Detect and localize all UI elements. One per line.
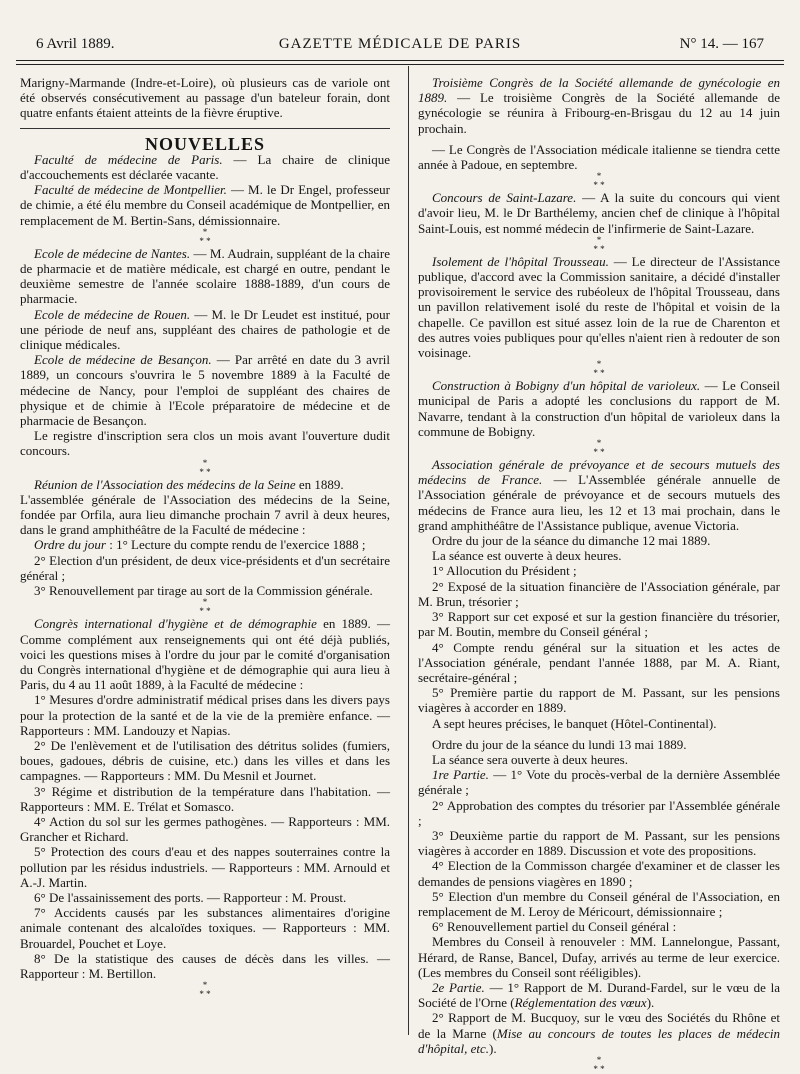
separator-stars: * * *: [199, 457, 211, 477]
agenda-item: La séance sera ouverte à deux heures.: [432, 751, 628, 767]
issue-date: 6 Avril 1889.: [36, 36, 115, 52]
right-column: [418, 75, 781, 1074]
list-item: 7° Accidents causés par les substances alimentaires d'origine animale contenant des alcaloïdes toxiques. — Rapporteurs : MM. Brouardel, Pouchet et Loye.: [20, 905, 390, 951]
agenda-item: 2° Rapport de M. Bucquoy, sur le vœu des Sociétés du Rhône et de la Marne (Mise au concours de toutes les places de médecin d'hôpital, etc.).: [418, 1010, 780, 1056]
intro-paragraph: Marigny-Marmande (Indre-et-Loire), où plusieurs cas de variole ont été observés consécutivement au passage d'un bateleur forain, dont quatre enfants étaient atteints de la fièvre éruptive.: [20, 75, 390, 121]
news-title: Réunion de l'Association des médecins de la Seine: [34, 476, 296, 492]
news-item: Congrès international d'hygiène et de démographie en 1889. — Comme complément aux renseignements qui ont été déjà publiés, voici les questions mises à l'ordre du jour par le comité d'organisation du Congrès international d'hygiène et de démographie qui aura lieu à Paris, du 4 au 11 août 1889, à la Faculté de médecine :: [20, 616, 391, 693]
agenda-item: 4° Election de la Commisson chargée d'examiner et de classer les demandes de pensions viagères en 1890 ;: [418, 858, 780, 889]
list-item: 3° Régime et distribution de la température dans l'habitation. — Rapporteurs : MM. E. Trélat et Somasco.: [20, 783, 390, 814]
news-title: Ecole de médecine de Rouen.: [34, 306, 191, 322]
news-paragraph: Le registre d'inscription sera clos un mois avant l'ouverture dudit concours.: [20, 428, 390, 459]
news-title: Faculté de médecine de Paris.: [34, 151, 223, 167]
page-header: [36, 36, 764, 56]
agenda-item: 2° Exposé de la situation financière de l'Association générale, par M. Brun, trésorier ;: [418, 578, 780, 609]
news-title: Isolement de l'hôpital Trousseau.: [432, 253, 609, 269]
separator-stars: * * *: [199, 226, 211, 246]
list-item: 5° Protection des cours d'eau et des nappes souterraines contre la pollution par les résidus industriels. — Rapporteurs : MM. Arnould et A.-J. Martin.: [20, 844, 390, 890]
news-item: Faculté de médecine de Montpellier. — M. le Dr Engel, professeur de chimie, a été élu membre du Conseil académique de Montpellier, en remplacement de M. Bertin-Sans, démissionnaire.: [20, 182, 390, 228]
separator-stars: * * *: [593, 171, 605, 191]
header-rule: [16, 64, 784, 65]
news-title: Ecole de médecine de Nantes.: [34, 245, 191, 261]
left-column: [20, 75, 390, 1050]
header-rule: [16, 60, 784, 61]
agenda-item: 1° Allocution du Président ;: [432, 563, 577, 579]
list-item: 6° De l'assainissement des ports. — Rapporteur : M. Proust.: [34, 889, 347, 905]
news-item: Ecole de médecine de Besançon. — Par arrêté en date du 3 avril 1889, un concours s'ouvrira le 5 novembre 1889 à la Faculté de médecine de Nancy, pour l'emploi de suppléant des chaires de physique et de chimie à l'Ecole préparatoire de médecine et de pharmacie de Besançon.: [20, 352, 390, 429]
news-title: Ecole de médecine de Besançon.: [34, 352, 212, 368]
news-item: Troisième Congrès de la Société allemande de gynécologie en 1889. — Le troisième Congrès de la Société allemande de gynécologie se réunira à Fribourg-en-Brisgau du 12 au 14 juin prochain.: [418, 75, 780, 136]
list-item: 2° De l'enlèvement et de l'utilisation des détritus solides (fumiers, boues, gadoues, débris de cuisine, etc.) dans les villes et dans les campagnes. — Rapporteurs : MM. Du Mesnil et Journet.: [20, 737, 390, 784]
column-divider: [408, 66, 409, 1035]
list-item: 4° Action du sol sur les germes pathogènes. — Rapporteurs : MM. Grancher et Richard.: [20, 813, 390, 845]
news-item: Faculté de médecine de Paris. — La chaire de clinique d'accouchements est déclarée vacante.: [20, 151, 391, 183]
agenda-item: 5° Election d'un membre du Conseil général de l'Association, en remplacement de M. Leroy de Méricourt, démissionnaire ;: [418, 888, 780, 919]
news-title: Association générale de prévoyance et de secours mutuels des médecins de France.: [418, 457, 780, 488]
news-item: Ecole de médecine de Rouen. — M. le Dr Leudet est institué, pour une période de neuf ans, suppléant des chaires de pathologie et de clinique médicales.: [20, 306, 390, 353]
news-item: Isolement de l'hôpital Trousseau. — Le directeur de l'Assistance publique, d'accord avec la Commission sanitaire, a décidé d'installer provisoirement le service des rubéoleux de l'hôpital Trousseau, dans un pavillon relativement isolé du reste de l'hôpital et voisin de la chapelle. Ce pavillon est situé assez loin de la rue de Charenton et des autres voies publiques pour qu'elles n'aient rien à redouter de son voisinage.: [418, 253, 780, 361]
agenda-item: 3° Rapport sur cet exposé et sur la gestion financière du trésorier, par M. Boutin, membre du Conseil général ;: [418, 609, 780, 640]
separator-stars: * * *: [593, 438, 605, 458]
list-item: 8° De la statistique des causes de décès dans les villes. — Rapporteur : M. Bertillon.: [20, 950, 390, 981]
agenda-item: La séance est ouverte à deux heures.: [432, 548, 622, 564]
section-heading: NOUVELLES: [144, 133, 266, 154]
news-title: Construction à Bobigny d'un hôpital de varioleux.: [432, 378, 701, 394]
news-item: Réunion de l'Association des médecins de la Seine en 1889.: [34, 476, 344, 492]
separator-stars: * * *: [593, 234, 605, 254]
agenda-item: Membres du Conseil à renouveler : MM. Lannelongue, Passant, Hérard, de Ranse, Bancel, Dufay, arrivés au terme de leur exercice. (Les membres du Conseil sont rééligibles).: [418, 934, 780, 980]
agenda-item: 1re Partie. — 1° Vote du procès-verbal de la dernière Assemblée générale ;: [418, 767, 780, 798]
agenda-item: 2e Partie. — 1° Rapport de M. Durand-Fardel, sur le vœu de la Société de l'Orne (Réglementation des vœux).: [418, 979, 781, 1011]
news-item: Ecole de médecine de Nantes. — M. Audrain, suppléant de la chaire de pharmacie et de matière médicale, est chargé en outre, pendant le deuxième semestre de l'année scolaire 1888-1889, d'un cours de pharmacie.: [20, 245, 390, 307]
agenda-item: 6° Renouvellement partiel du Conseil général :: [432, 919, 677, 935]
agenda-item: A sept heures précises, le banquet (Hôtel-Continental).: [432, 715, 717, 731]
news-paragraph: 2° Election d'un président, de deux vice-présidents et d'un secrétaire général ;: [20, 552, 390, 583]
separator-stars: * * *: [593, 1054, 605, 1074]
news-item: Association générale de prévoyance et de secours mutuels des médecins de France. — L'Assemblée générale annuelle de l'Association générale de prévoyance et de secours mutuels des médecins de France aura lieu, les 12 et 13 mai prochain, dans le grand amphithéâtre de l'Assistance publique, avenue Victoria.: [418, 457, 780, 533]
agenda-item: 4° Compte rendu général sur la situation et les actes de l'Association générale, pendant l'année 1888, par M. A. Riant, secrétaire-général ;: [418, 639, 780, 685]
news-item: Construction à Bobigny d'un hôpital de varioleux. — Le Conseil municipal de Paris a adopté les conclusions du rapport de M. Navarre, tendant à la construction d'un hôpital de varioleux dans la commune de Bobigny.: [418, 378, 780, 439]
agenda-item: 2° Approbation des comptes du trésorier par l'Assemblée générale ;: [418, 797, 780, 828]
newspaper-title: GAZETTE MÉDICALE DE PARIS: [278, 36, 522, 52]
news-paragraph: L'assemblée générale de l'Association des médecins de la Seine, fondée par Orfila, aura lieu dimanche prochain 7 avril à deux heures, dans le grand amphithéâtre de la Faculté de médecine :: [20, 491, 390, 538]
section-rule: [20, 128, 390, 129]
agenda-item: 3° Deuxième partie du rapport de M. Passant, sur les pensions viagères à accorder en 1889. Discussion et vote des propositions.: [418, 827, 780, 859]
news-item: Concours de Saint-Lazare. — A la suite du concours qui vient d'avoir lieu, M. le Dr Barthélemy, ancien chef de clinique à l'hôpital Saint-Louis, est nommé médecin de l'infirmerie de Saint-Lazare.: [418, 190, 780, 236]
agenda-heading: Ordre du jour de la séance du dimanche 12 mai 1889.: [432, 533, 711, 549]
separator-stars: * * *: [593, 359, 605, 379]
agenda-heading: Ordre du jour de la séance du lundi 13 mai 1889.: [432, 736, 687, 752]
news-title: Congrès international d'hygiène et de démographie: [34, 616, 317, 632]
separator-stars: * * *: [199, 980, 211, 1000]
separator-stars: * * *: [199, 597, 211, 617]
news-item: Ordre du jour : 1° Lecture du compte rendu de l'exercice 1888 ;: [34, 537, 366, 553]
news-title: Troisième Congrès de la Société allemande de gynécologie en 1889.: [418, 75, 780, 106]
news-paragraph: 3° Renouvellement par tirage au sort de la Commission générale.: [34, 583, 373, 599]
agenda-item: 5° Première partie du rapport de M. Passant, sur les pensions viagères à accorder en 1889.: [418, 685, 780, 716]
news-title: Faculté de médecine de Montpellier.: [34, 182, 227, 198]
list-item: 1° Mesures d'ordre administratif médical prises dans les divers pays pour la protection de la santé et de la vie de la première enfance. — Rapporteurs : MM. Landouzy et Napias.: [20, 692, 390, 738]
issue-page-number: N° 14. — 167: [679, 36, 764, 52]
news-title: Ordre du jour: [34, 537, 106, 553]
news-title: Concours de Saint-Lazare.: [432, 190, 577, 206]
news-paragraph: — Le Congrès de l'Association médicale italienne se tiendra cette année à Padoue, en septembre.: [418, 141, 780, 173]
